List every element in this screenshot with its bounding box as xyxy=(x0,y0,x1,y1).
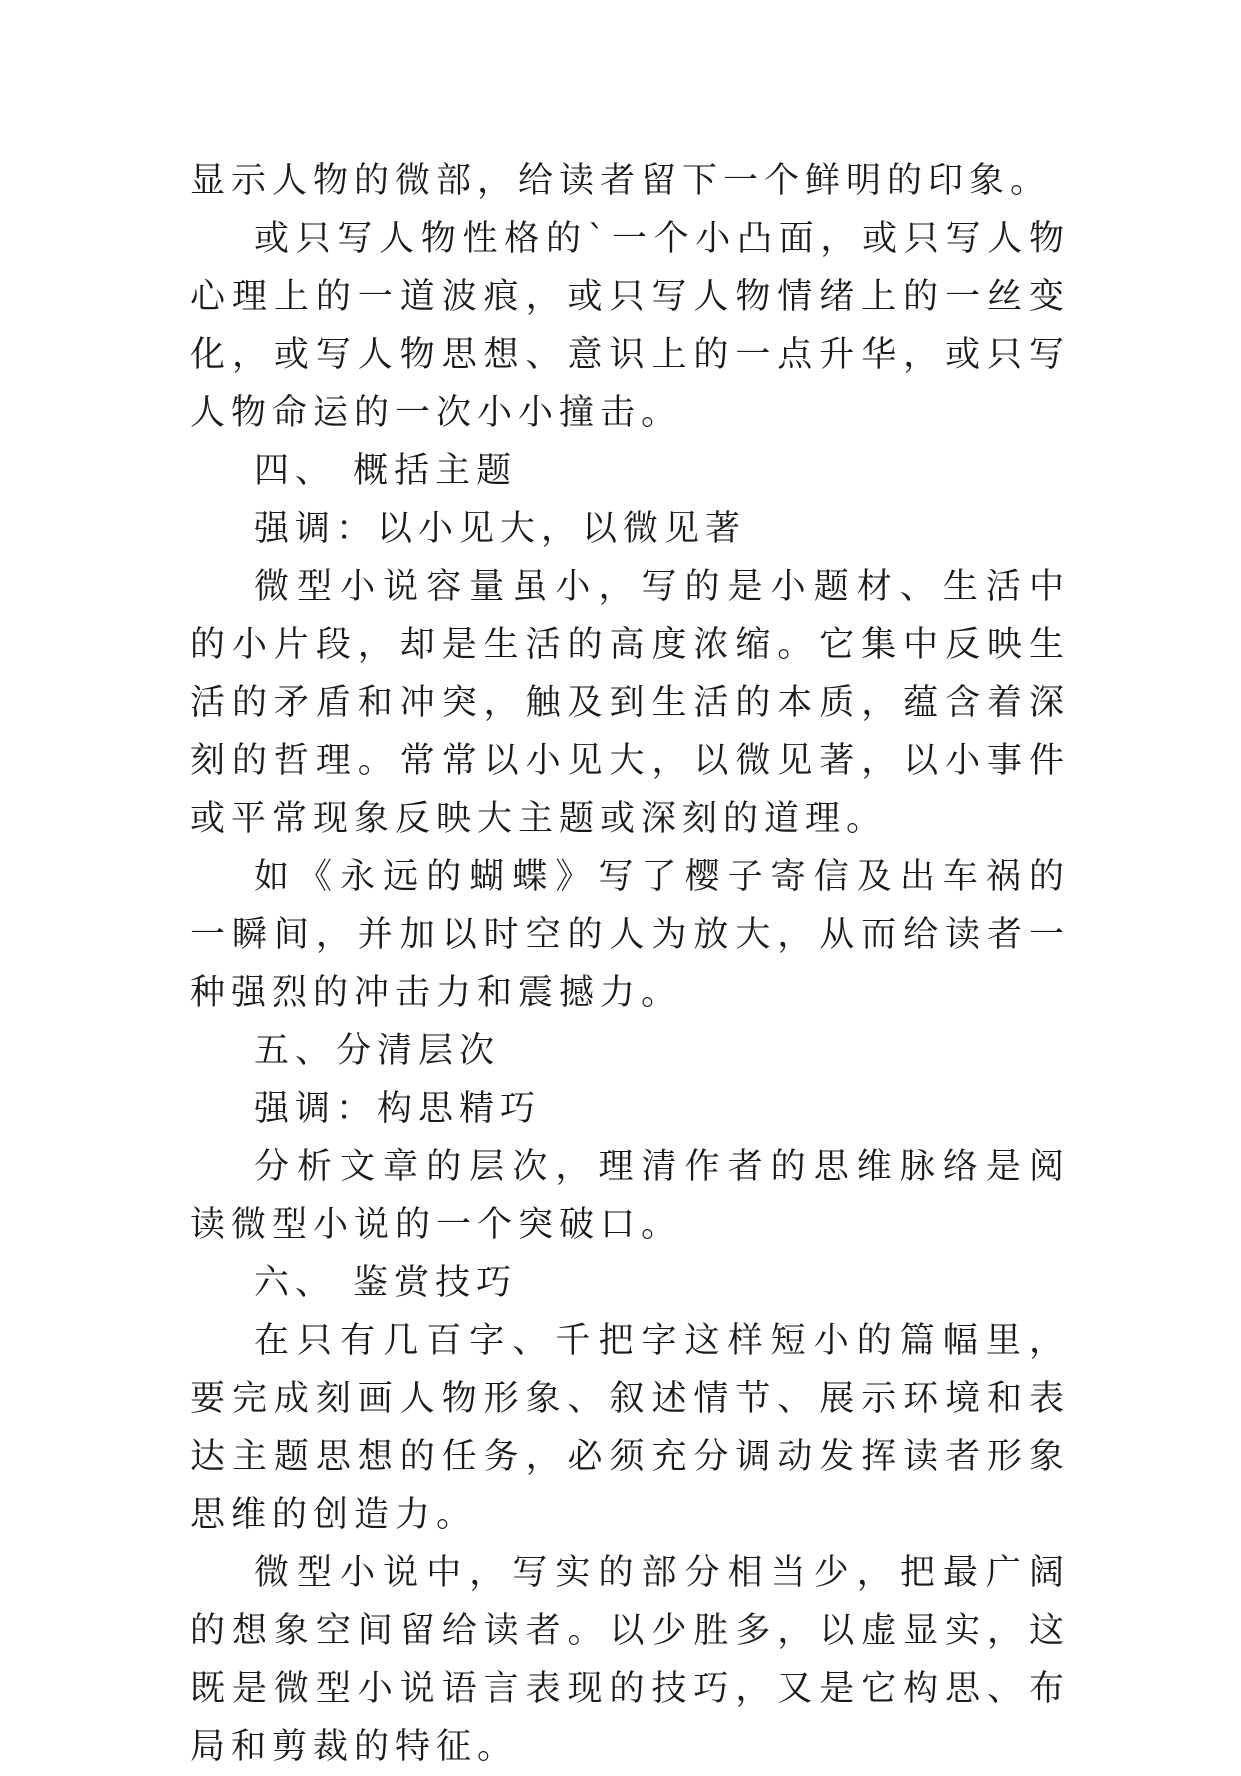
section-emphasis-4: 强调：以小见大，以微见著 xyxy=(254,509,747,549)
section-heading-4: 四、 概括主题 xyxy=(254,451,518,491)
paragraph-theme: 微型小说容量虽小，写的是小题材、生活中的小片段，却是生活的高度浓缩。它集中反映生活的矛盾和冲突，触及到生活的本质，蕴含着深刻的哲理。常常以小见大，以微见著，以小事件或平常现象反映大主题或深刻的道理。 xyxy=(190,567,1070,839)
paragraph-structure: 分析文章的层次，理清作者的思维脉络是阅读微型小说的一个突破口。 xyxy=(190,1147,1070,1245)
paragraph-butterfly-example: 如《永远的蝴蝶》写了樱子寄信及出车祸的一瞬间，并加以时空的人为放大，从而给读者一种强烈的冲击力和震撼力。 xyxy=(190,857,1070,1013)
document-body xyxy=(190,152,1070,1776)
paragraph-appreciation: 在只有几百字、千把字这样短小的篇幅里，要完成刻画人物形象、叙述情节、展示环境和表达主题思想的任务，必须充分调动发挥读者形象思维的创造力。 xyxy=(190,1321,1070,1535)
section-emphasis-5: 强调：构思精巧 xyxy=(254,1089,542,1129)
section-heading-6: 六、 鉴赏技巧 xyxy=(254,1263,518,1303)
paragraph-imagination: 微型小说中，写实的部分相当少，把最广阔的想象空间留给读者。以少胜多，以虚显实，这既是微型小说语言表现的技巧，又是它构思、布局和剪裁的特征。 xyxy=(190,1553,1070,1767)
paragraph-continuation: 显示人物的微部，给读者留下一个鲜明的印象。 xyxy=(190,161,1052,201)
paragraph-character-aspects: 或只写人物性格的`一个小凸面，或只写人物心理上的一道波痕，或只写人物情绪上的一丝变化，或写人物思想、意识上的一点升华，或只写人物命运的一次小小撞击。 xyxy=(190,219,1070,433)
section-heading-5: 五、分清层次 xyxy=(254,1031,501,1071)
